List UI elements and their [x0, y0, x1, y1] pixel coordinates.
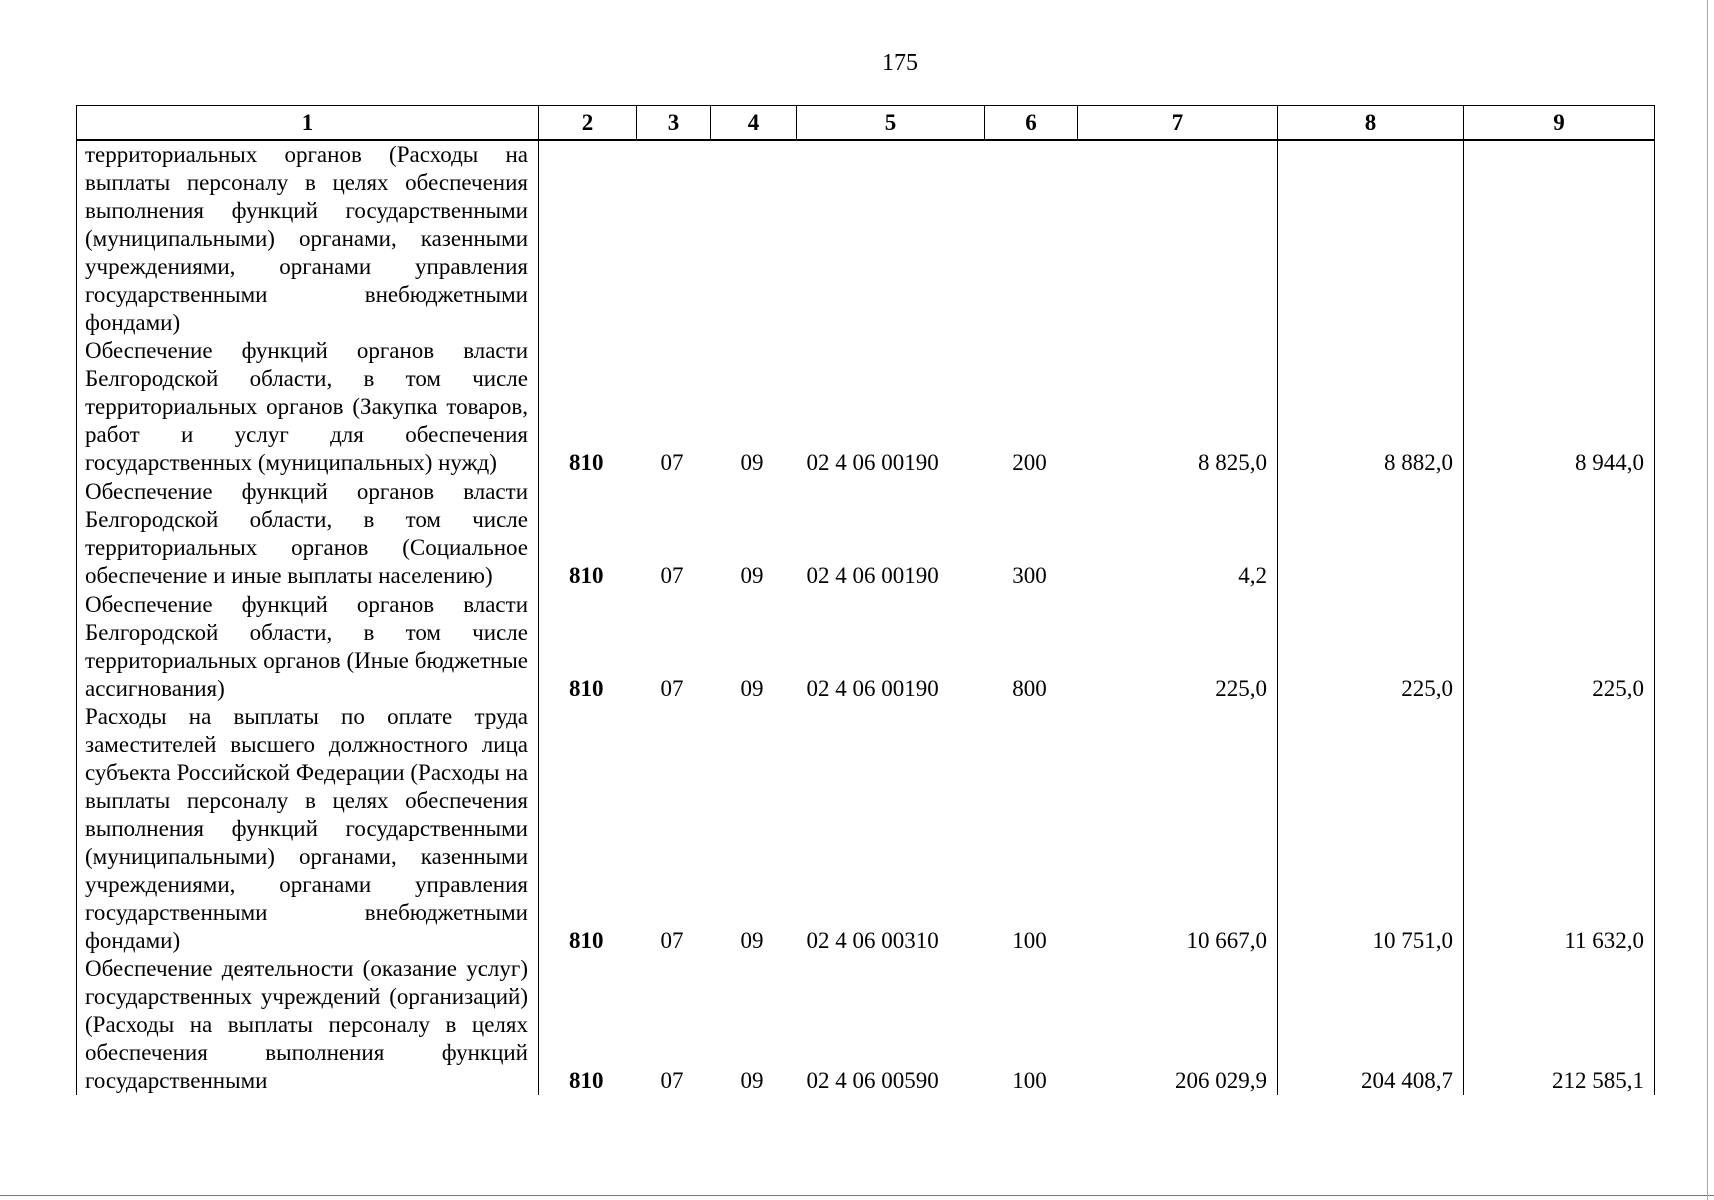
- cell-amount-year1: 8 825,0: [1078, 337, 1278, 477]
- cell-amount-year3: 11 632,0: [1464, 703, 1655, 955]
- cell-amount-year2: [1278, 140, 1464, 337]
- cell-razdel: 07: [660, 450, 684, 475]
- row-description: территориальных органов (Расходы на выплаты персоналу в целях обеспечения выполнения функций государственными (муниципальными) органами, казенными учреждениями, органами управления государственными внебюджетными фондами): [77, 140, 539, 337]
- cell-amount-year1: 225,0: [1078, 590, 1278, 703]
- table-row: [77, 590, 1655, 703]
- cell-amount-year1: 206 029,9: [1078, 955, 1278, 1095]
- cell-razdel: 07: [660, 1068, 684, 1093]
- cell-amount-year3: [1464, 140, 1655, 337]
- cell-ved: 810: [539, 337, 637, 477]
- row-description: Обеспечение функций органов власти Белгородской области, в том числе территориальных органов (Иные бюджетные ассигнования): [77, 590, 539, 703]
- row-description: Обеспечение функций органов власти Белгородской области, в том числе территориальных органов (Социальное обеспечение и иные выплаты населению): [77, 477, 539, 590]
- cell-podrazdel: 09: [740, 676, 764, 701]
- header-col-3: 3: [637, 106, 711, 141]
- cell-podrazdel: 09: [740, 563, 764, 588]
- header-col-9: 9: [1464, 106, 1655, 141]
- cell-target-article: [797, 140, 985, 337]
- cell-podrazdel: 09: [740, 450, 764, 475]
- row-description: Расходы на выплаты по оплате труда заместителей высшего должностного лица субъекта Российской Федерации (Расходы на выплаты персоналу в целях обеспечения выполнения функций государственными (муниципальными) органами, казенными учреждениями, органами управления государственными внебюджетными фондами): [77, 703, 539, 955]
- cell-amount-year2: [1278, 477, 1464, 590]
- cell-ved: 810: [539, 590, 637, 703]
- cell-amount-year2: 8 882,0: [1278, 337, 1464, 477]
- table-row: [77, 140, 1655, 337]
- cell-target-article: 02 4 06 00190: [806, 563, 939, 588]
- cell-target-article: 02 4 06 00310: [806, 928, 939, 953]
- cell-ved: 810: [539, 955, 637, 1095]
- cell-expense-type: 200: [1012, 450, 1047, 475]
- row-description: Обеспечение функций органов власти Белгородской области, в том числе территориальных органов (Закупка товаров, работ и услуг для обеспечения государственных (муниципальных) нужд): [77, 337, 539, 477]
- cell-amount-year1: 10 667,0: [1078, 703, 1278, 955]
- cell-podrazdel: [711, 140, 797, 337]
- cell-target-article: 02 4 06 00190: [806, 450, 939, 475]
- header-col-2: 2: [539, 106, 637, 141]
- header-col-8: 8: [1278, 106, 1464, 141]
- page-bottom-edge: [0, 1195, 1714, 1196]
- cell-podrazdel: 09: [740, 1068, 764, 1093]
- header-col-1: 1: [77, 106, 539, 141]
- cell-target-article: 02 4 06 00590: [806, 1068, 939, 1093]
- cell-expense-type: 100: [1012, 928, 1047, 953]
- cell-amount-year3: 212 585,1: [1464, 955, 1655, 1095]
- cell-razdel: 07: [660, 676, 684, 701]
- cell-razdel: [637, 140, 711, 337]
- cell-expense-type: 300: [1012, 563, 1047, 588]
- table-row: [77, 955, 1655, 1095]
- cell-target-article: 02 4 06 00190: [806, 676, 939, 701]
- cell-amount-year3: 225,0: [1464, 590, 1655, 703]
- page-number: 175: [882, 50, 918, 76]
- budget-table-container: [76, 105, 1654, 1095]
- cell-razdel: 07: [660, 928, 684, 953]
- cell-amount-year2: 10 751,0: [1278, 703, 1464, 955]
- header-col-5: 5: [797, 106, 985, 141]
- header-col-4: 4: [711, 106, 797, 141]
- cell-amount-year3: 8 944,0: [1464, 337, 1655, 477]
- cell-ved: 810: [539, 477, 637, 590]
- cell-amount-year3: [1464, 477, 1655, 590]
- header-col-7: 7: [1078, 106, 1278, 141]
- cell-podrazdel: 09: [740, 928, 764, 953]
- table-row: [77, 703, 1655, 955]
- cell-amount-year1: [1078, 140, 1278, 337]
- table-row: [77, 337, 1655, 477]
- cell-expense-type: 100: [1012, 1068, 1047, 1093]
- cell-expense-type: 800: [1012, 676, 1047, 701]
- page-right-edge: [1707, 0, 1708, 1200]
- row-description: Обеспечение деятельности (оказание услуг) государственных учреждений (организаций) (Расходы на выплаты персоналу в целях обеспечения выполнения функций государственными: [77, 955, 539, 1095]
- table-row: [77, 477, 1655, 590]
- cell-razdel: 07: [660, 563, 684, 588]
- cell-expense-type: [985, 140, 1078, 337]
- cell-amount-year2: 225,0: [1278, 590, 1464, 703]
- header-row: [77, 106, 1655, 141]
- cell-ved: 810: [539, 703, 637, 955]
- cell-amount-year1: 4,2: [1078, 477, 1278, 590]
- budget-table: [76, 105, 1655, 1095]
- cell-amount-year2: 204 408,7: [1278, 955, 1464, 1095]
- header-col-6: 6: [985, 106, 1078, 141]
- cell-ved: [539, 140, 637, 337]
